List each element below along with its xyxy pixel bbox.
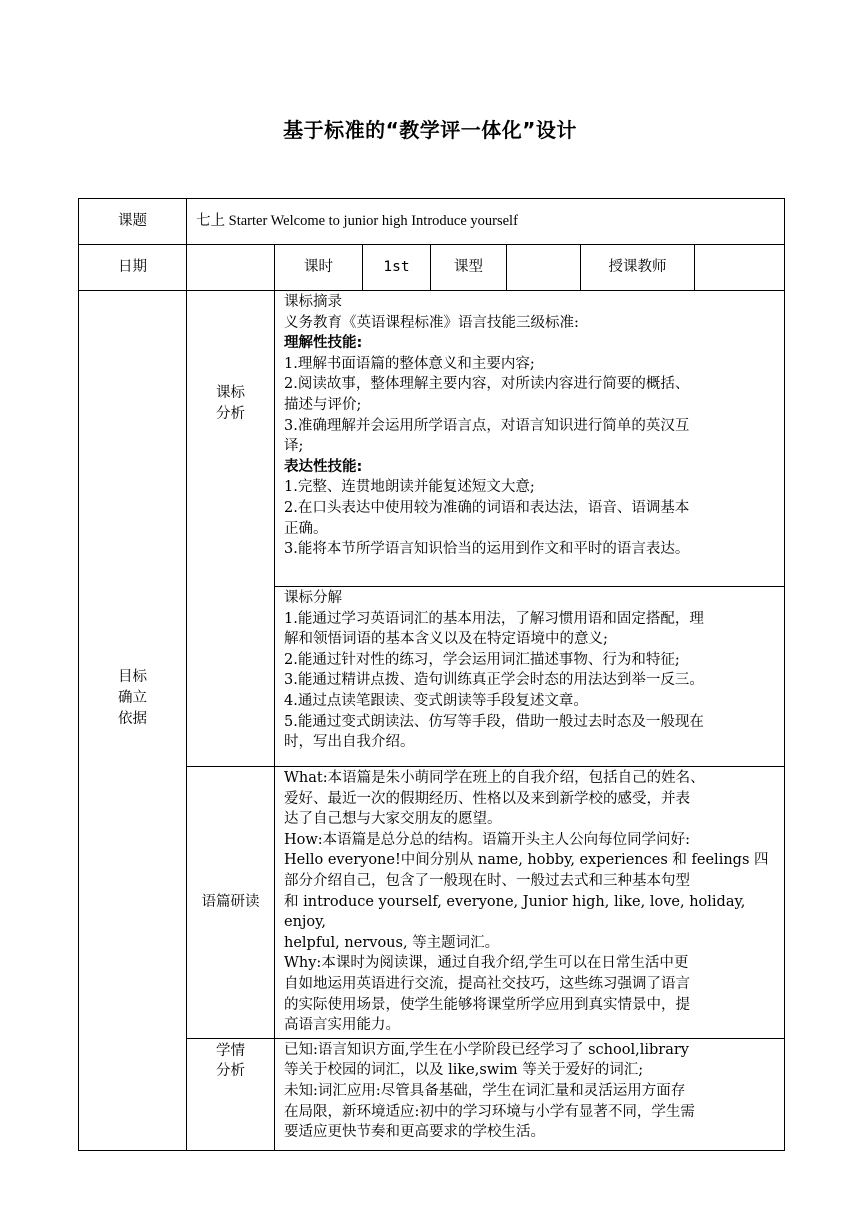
period-value: 1st [363,245,431,291]
text-line: 高语言实用能力。 [284,1017,400,1034]
text-line: helpful, nervous, 等主题词汇。 [284,934,500,951]
text-line: 在局限，新环境适应:初中的学习环境与小学有显著不同，学生需 [284,1103,695,1120]
text-line: 的实际使用场景，使学生能够将课堂所学应用到真实情景中，提 [284,996,690,1013]
document-title: 基于标准的“教学评一体化”设计 [283,118,577,142]
basis-label-line: 目标 [118,669,147,686]
basis-label [79,291,187,1151]
text-line: 2.能通过针对性的练习，学会运用词汇描述事物、行为和特征; [284,651,680,668]
text-line: 3.能将本节所学语言知识恰当的运用到作文和平时的语言表达。 [284,541,690,558]
standard-excerpt-cell [275,291,785,587]
basis-label-line: 确立 [118,690,147,707]
text-line: 课标摘录 [284,294,342,310]
info-row [79,245,785,291]
learner-analysis-cell [275,1038,785,1150]
date-label: 日期 [79,245,187,291]
text-line: 1.能通过学习英语词汇的基本用法，了解习惯用语和固定搭配，理 [284,610,704,627]
topic-row [79,199,785,245]
text-line: 1.完整、连贯地朗读并能复述短文大意; [284,479,535,496]
text-line: 3.准确理解并会运用所学语言点，对语言知识进行简单的英汉互 [284,417,690,434]
text-line: 2.在口头表达中使用较为准确的词语和表达法，语音、语调基本 [284,499,690,516]
text-line: How:本语篇是总分总的结构。语篇开头主人公向每位同学问好: [284,831,691,848]
basis-label-line: 依据 [118,710,147,727]
text-line: 已知:语言知识方面,学生在小学阶段已经学习了 school,library [284,1041,689,1058]
subheading: 理解性技能: [284,335,363,352]
text-line: 义务教育《英语课程标准》语言技能三级标准: [284,314,579,331]
text-line: 3.能通过精讲点拨、造句训练真正学会时态的用法达到举一反三。 [284,672,704,689]
text-study-label: 语篇研读 [187,767,275,1039]
text-line: 课标分解 [284,590,342,606]
lesson-design-table [78,198,785,1151]
date-value [187,245,275,291]
text-line: 和 introduce yourself, everyone, Junior high, like, love, holiday, enjoy, [284,893,746,931]
text-line: 4.通过点读笔跟读、变式朗读等手段复述文章。 [284,692,588,709]
text-line: 要适应更快节奏和更高要求的学校生活。 [284,1124,545,1141]
text-study-cell [275,767,785,1039]
type-value [507,245,581,291]
text-line: What:本语篇是朱小萌同学在班上的自我介绍，包括自己的姓名、 [284,770,705,786]
text-line: 2.阅读故事，整体理解主要内容，对所读内容进行简要的概括、 [284,376,690,393]
text-line: 部分介绍自己，包含了一般现在时、一般过去式和三种基本句型 [284,872,690,889]
text-line: 译; [284,438,304,455]
text-line: 爱好、最近一次的假期经历、性格以及来到新学校的感受，并表 [284,790,690,807]
teacher-value [695,245,785,291]
text-line: 1.理解书面语篇的整体意义和主要内容; [284,355,535,372]
text-line: 达了自己想与大家交朋友的愿望。 [284,811,502,828]
text-line: 正确。 [284,520,328,537]
topic-label: 课题 [79,199,187,245]
text-line: 等关于校园的词汇，以及 like,swim 等关于爱好的词汇; [284,1062,644,1079]
standard-analysis-label: 课标 分析 [187,291,275,767]
period-label: 课时 [275,245,363,291]
teacher-label: 授课教师 [581,245,695,291]
standard-excerpt-row [79,291,785,587]
text-line: 描述与评价; [284,396,362,413]
subheading: 表达性技能: [284,458,363,475]
text-line: 时，写出自我介绍。 [284,734,415,751]
text-line: 解和领悟词语的基本含义以及在特定语境中的意义; [284,631,608,648]
type-label: 课型 [431,245,507,291]
standard-decomposition-cell [275,587,785,767]
text-line: Hello everyone!中间分别从 name, hobby, experiences 和 feelings 四 [284,852,769,869]
text-line: 5.能通过变式朗读法、仿写等手段，借助一般过去时态及一般现在 [284,713,704,730]
text-line: 未知:词汇应用:尽管具备基础，学生在词汇量和灵活运用方面存 [284,1082,686,1099]
text-line: 自如地运用英语进行交流，提高社交技巧，这些练习强调了语言 [284,975,690,992]
text-line: Why:本课时为阅读课，通过自我介绍,学生可以在日常生活中更 [284,955,689,972]
learner-analysis-label: 学情 分析 [187,1038,275,1150]
topic-value: 七上 Starter Welcome to junior high Introduce yourself [187,199,785,245]
